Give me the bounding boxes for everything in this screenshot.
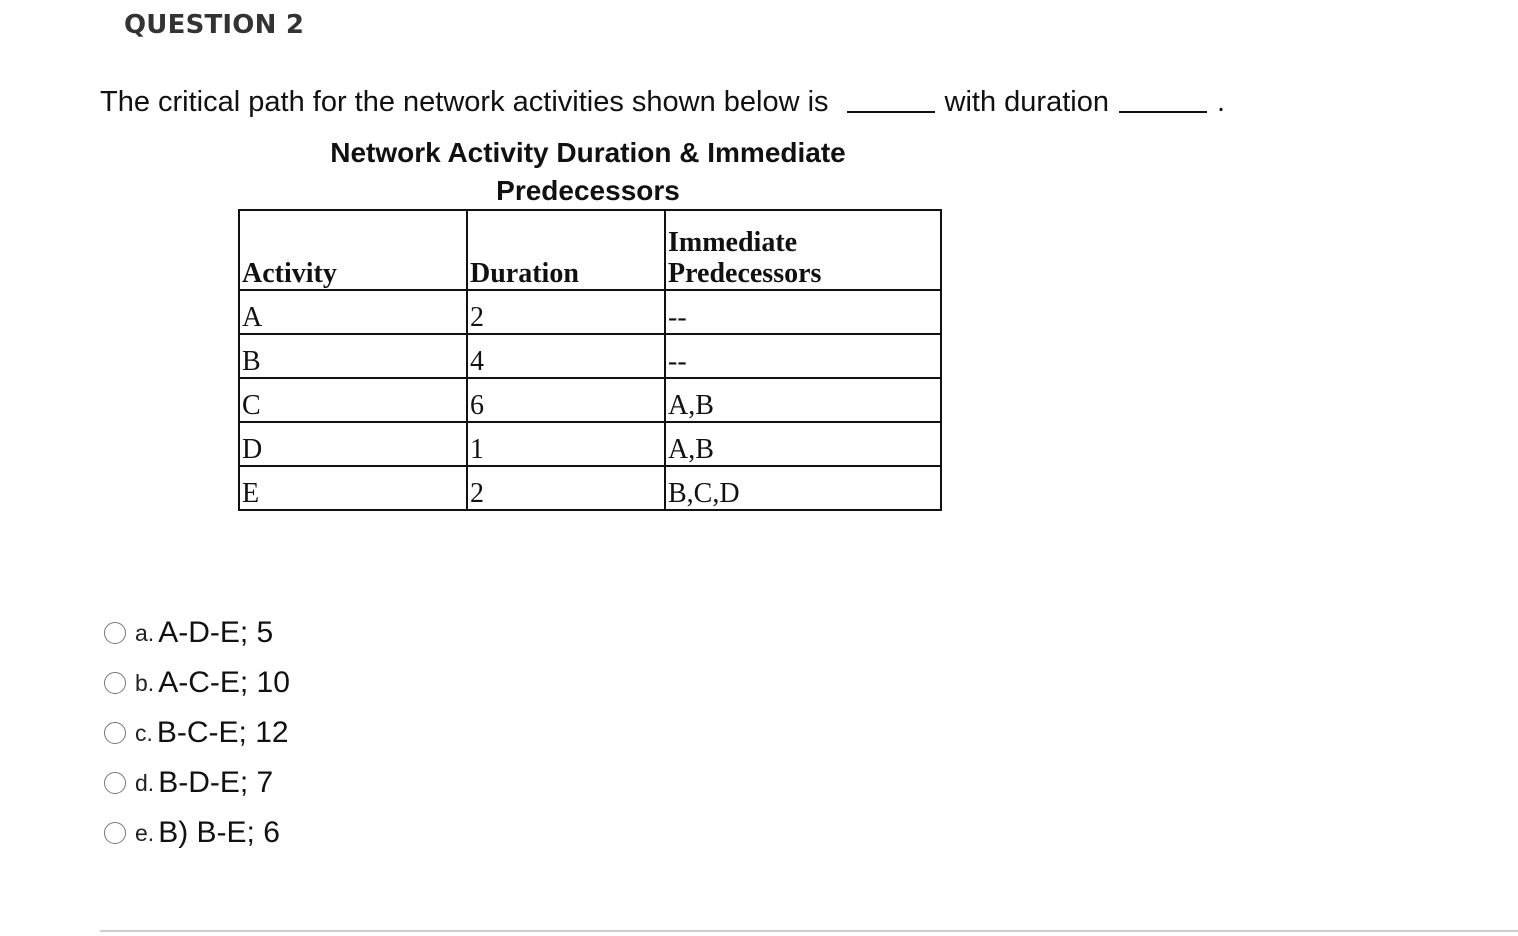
header-duration: Duration [467,210,665,290]
cell-duration: 6 [467,378,665,422]
answer-blank-duration [1119,110,1207,113]
cell-duration: 4 [467,334,665,378]
choice-text: A-C-E; 10 [158,666,290,699]
choice-letter: c. [135,719,153,746]
choice-text: B) B-E; 6 [158,816,280,849]
radio-button-c[interactable] [104,722,126,744]
cell-activity: D [239,422,467,466]
bottom-divider [100,930,1518,932]
table-row [239,422,941,466]
cell-duration: 1 [467,422,665,466]
table-title-line1: Network Activity Duration & Immediate [330,137,846,168]
cell-activity: A [239,290,467,334]
cell-predecessors: A,B [665,378,941,422]
table-title-line2: Predecessors [496,175,680,206]
table-row [239,290,941,334]
choice-b[interactable] [104,658,290,708]
table-row [239,378,941,422]
choice-c[interactable] [104,708,290,758]
radio-button-e[interactable] [104,822,126,844]
choice-letter: b. [135,669,155,696]
radio-button-d[interactable] [104,772,126,794]
cell-predecessors: B,C,D [665,466,941,510]
question-title: QUESTION 2 [124,10,305,40]
answer-choices [104,608,290,858]
header-activity: Activity [239,210,467,290]
choice-text: B-D-E; 7 [158,766,274,799]
question-text-part2: with duration [944,86,1109,118]
choice-letter: a. [135,619,155,646]
cell-predecessors: -- [665,334,941,378]
cell-predecessors: -- [665,290,941,334]
table-row [239,334,941,378]
choice-letter: e. [135,819,155,846]
choice-text: B-C-E; 12 [156,716,289,749]
cell-predecessors: A,B [665,422,941,466]
header-predecessors-line1: Immediate [668,227,798,258]
choice-e[interactable] [104,808,290,858]
cell-activity: B [239,334,467,378]
radio-button-b[interactable] [104,672,126,694]
choice-a[interactable] [104,608,290,658]
cell-duration: 2 [467,290,665,334]
cell-activity: E [239,466,467,510]
question-text-end: . [1216,86,1226,118]
choice-text: A-D-E; 5 [158,616,274,649]
table-header-row [239,210,941,290]
radio-button-a[interactable] [104,622,126,644]
question-text [100,86,1225,119]
answer-blank-path [847,110,935,113]
choice-d[interactable] [104,758,290,808]
activity-table [238,209,942,511]
cell-activity: C [239,378,467,422]
question-text-part1: The critical path for the network activities shown below is [100,86,829,118]
choice-letter: d. [135,769,155,796]
header-predecessors [665,210,941,290]
table-row [239,466,941,510]
cell-duration: 2 [467,466,665,510]
header-predecessors-line2: Predecessors [668,258,822,289]
table-title [240,134,936,210]
